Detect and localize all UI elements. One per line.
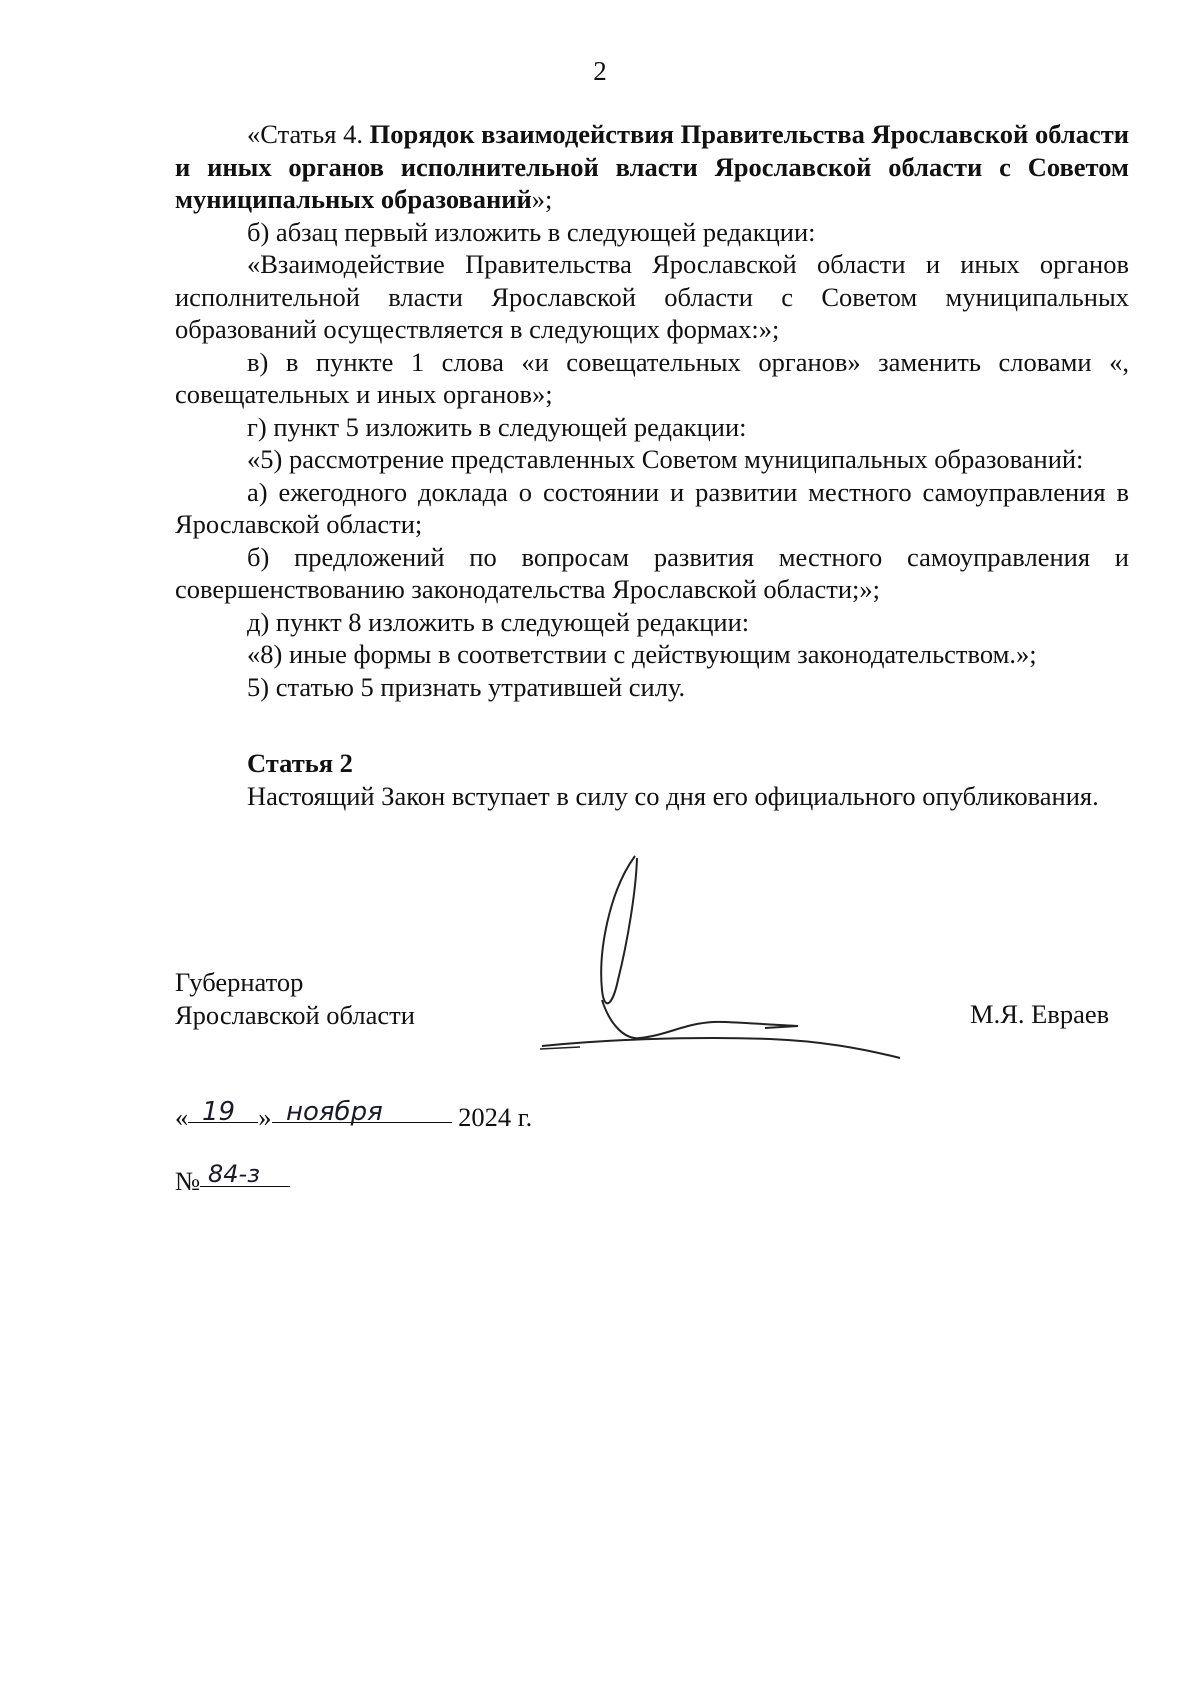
date-month-field xyxy=(272,1096,452,1126)
signatory-title-line1: Губернатор xyxy=(175,967,304,997)
paragraph: д) пункт 8 изложить в следующей редакции: xyxy=(247,606,750,637)
article2-heading: Статья 2 xyxy=(247,748,353,778)
handwritten-number xyxy=(200,1160,290,1190)
handwritten-number-text: 84-з xyxy=(208,1160,261,1188)
signatory-title xyxy=(175,966,415,1031)
article4-prefix: «Статья 4. xyxy=(247,119,370,149)
number-line xyxy=(175,1160,290,1198)
paragraph: г) пункт 5 изложить в следующей редакции: xyxy=(247,411,747,442)
paragraph: в) в пункте 1 слова «и совещательных органов» заменить словами «, совещательных и иных органов»; xyxy=(175,346,1129,409)
page-number: 2 xyxy=(593,56,607,86)
paragraph: б) абзац первый изложить в следующей редакции: xyxy=(247,216,816,247)
paragraph: «8) иные формы в соответствии с действующим законодательством.»; xyxy=(247,639,1037,669)
document-body xyxy=(175,118,1129,812)
date-close-quote: » xyxy=(258,1102,272,1132)
date-open-quote: « xyxy=(175,1102,189,1132)
number-label: № xyxy=(175,1166,201,1196)
paragraph-article4-title xyxy=(175,118,1129,216)
signatory-title-line2: Ярославской области xyxy=(175,999,415,1030)
handwritten-signature xyxy=(540,850,940,1080)
signatory-name: М.Я. Евраев xyxy=(970,999,1110,1029)
paragraph: «5) рассмотрение представленных Советом муниципальных образований: xyxy=(247,444,1084,474)
date-line xyxy=(175,1096,532,1134)
paragraph: 5) статью 5 признать утратившей силу. xyxy=(247,671,686,702)
handwritten-month-text: ноября xyxy=(285,1097,383,1126)
handwritten-month xyxy=(272,1096,452,1126)
article4-title-bold: Порядок взаимодействия Правительства Ярославской области и иных органов исполнительной власти Ярославской области с Советом муниципальных образований xyxy=(175,119,1130,214)
handwritten-day-text: 19 xyxy=(202,1097,236,1126)
paragraph: «Взаимодействие Правительства Ярославской области и иных органов исполнительной власти Ярославской области с Советом муниципальных образований осуществляется в следующих формах:»; xyxy=(175,249,1129,344)
paragraph: б) предложений по вопросам развития местного самоуправления и совершенствованию законодательства Ярославской области;»; xyxy=(175,541,1129,604)
date-year: 2024 г. xyxy=(458,1102,533,1132)
handwritten-day xyxy=(188,1096,258,1126)
paragraph: а) ежегодного доклада о состоянии и развитии местного самоуправления в Ярославской области; xyxy=(175,476,1129,539)
number-field xyxy=(200,1160,290,1187)
article2-text: Настоящий Закон вступает в силу со дня его официального опубликования. xyxy=(247,780,1099,811)
date-day-field xyxy=(188,1096,258,1126)
article4-suffix: »; xyxy=(531,184,553,214)
